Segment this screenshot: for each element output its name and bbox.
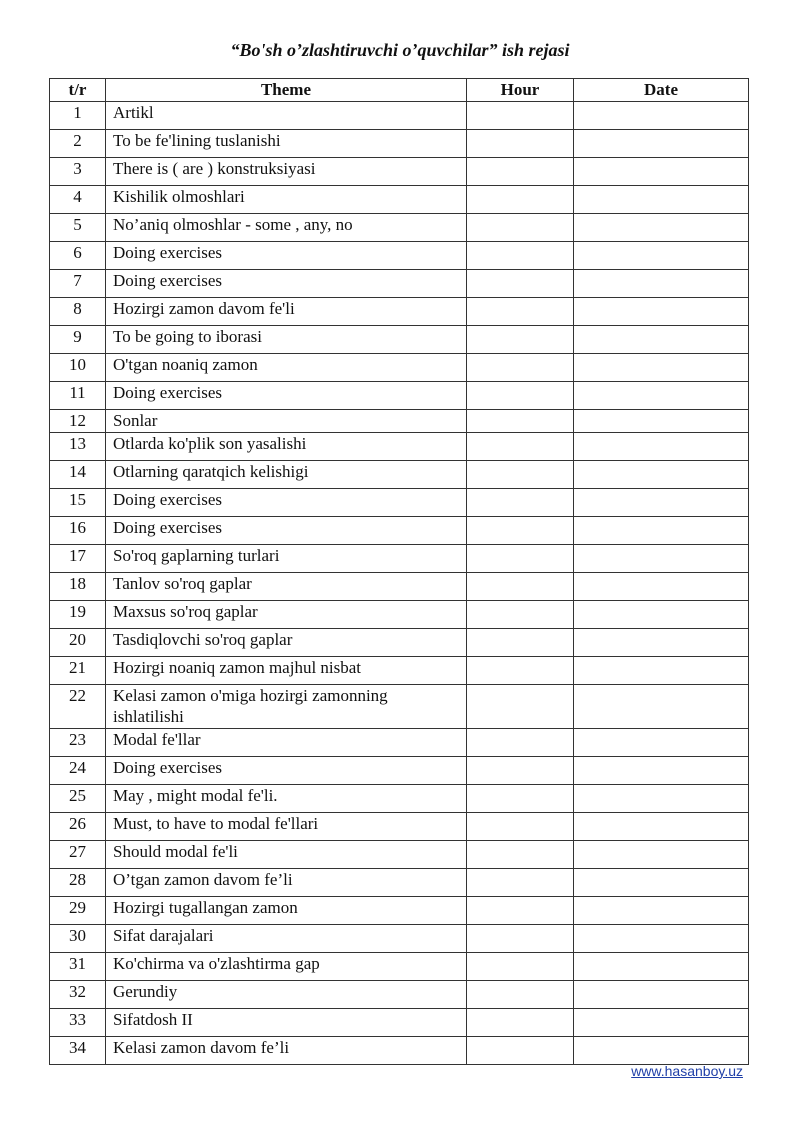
row-hour-cell	[467, 354, 574, 382]
row-hour-cell	[467, 242, 574, 270]
table-row	[50, 841, 749, 869]
table-row	[50, 813, 749, 841]
row-theme-cell: Tasdiqlovchi so'roq gaplar	[106, 629, 467, 657]
row-number-cell: 16	[50, 517, 106, 545]
row-number-cell: 8	[50, 298, 106, 326]
row-number-cell: 4	[50, 186, 106, 214]
row-hour-cell	[467, 489, 574, 517]
row-hour-cell	[467, 214, 574, 242]
table-row	[50, 657, 749, 685]
table-row	[50, 410, 749, 433]
row-date-cell	[574, 489, 749, 517]
row-date-cell	[574, 729, 749, 757]
row-number-cell: 14	[50, 461, 106, 489]
row-date-cell	[574, 517, 749, 545]
row-theme-cell: Gerundiy	[106, 981, 467, 1009]
row-number-cell: 6	[50, 242, 106, 270]
row-date-cell	[574, 270, 749, 298]
row-theme-cell: There is ( are ) konstruksiyasi	[106, 158, 467, 186]
row-date-cell	[574, 298, 749, 326]
row-number-cell: 13	[50, 433, 106, 461]
header-hour: Hour	[467, 79, 574, 102]
table-row	[50, 685, 749, 729]
table-row	[50, 925, 749, 953]
table-row	[50, 1009, 749, 1037]
row-date-cell	[574, 382, 749, 410]
row-date-cell	[574, 573, 749, 601]
row-date-cell	[574, 953, 749, 981]
row-date-cell	[574, 601, 749, 629]
row-date-cell	[574, 925, 749, 953]
table-row	[50, 545, 749, 573]
row-hour-cell	[467, 757, 574, 785]
row-number-cell: 32	[50, 981, 106, 1009]
row-number-cell: 24	[50, 757, 106, 785]
row-date-cell	[574, 685, 749, 729]
header-date: Date	[574, 79, 749, 102]
row-hour-cell	[467, 298, 574, 326]
table-row	[50, 298, 749, 326]
row-theme-cell: Doing exercises	[106, 517, 467, 545]
row-hour-cell	[467, 869, 574, 897]
row-number-cell: 29	[50, 897, 106, 925]
row-hour-cell	[467, 897, 574, 925]
row-date-cell	[574, 785, 749, 813]
table-row	[50, 102, 749, 130]
row-theme-cell: To be going to iborasi	[106, 326, 467, 354]
row-theme-cell: Hozirgi zamon davom fe'li	[106, 298, 467, 326]
row-date-cell	[574, 1009, 749, 1037]
row-theme-cell: Kelasi zamon davom fe’li	[106, 1037, 467, 1065]
row-date-cell	[574, 326, 749, 354]
row-date-cell	[574, 354, 749, 382]
row-hour-cell	[467, 813, 574, 841]
row-number-cell: 22	[50, 685, 106, 729]
table-row	[50, 981, 749, 1009]
table-row	[50, 785, 749, 813]
row-hour-cell	[467, 573, 574, 601]
row-theme-cell: Tanlov so'roq gaplar	[106, 573, 467, 601]
row-date-cell	[574, 897, 749, 925]
row-number-cell: 34	[50, 1037, 106, 1065]
table-row	[50, 461, 749, 489]
table-row	[50, 517, 749, 545]
table-row	[50, 757, 749, 785]
row-date-cell	[574, 813, 749, 841]
row-date-cell	[574, 461, 749, 489]
row-hour-cell	[467, 461, 574, 489]
row-number-cell: 5	[50, 214, 106, 242]
row-number-cell: 23	[50, 729, 106, 757]
table-header-row	[50, 79, 749, 102]
row-date-cell	[574, 242, 749, 270]
row-hour-cell	[467, 685, 574, 729]
table-row	[50, 953, 749, 981]
row-number-cell: 9	[50, 326, 106, 354]
row-number-cell: 12	[50, 410, 106, 433]
row-date-cell	[574, 841, 749, 869]
row-number-cell: 21	[50, 657, 106, 685]
row-hour-cell	[467, 186, 574, 214]
row-hour-cell	[467, 102, 574, 130]
table-row	[50, 869, 749, 897]
row-theme-cell: Sifat darajalari	[106, 925, 467, 953]
row-date-cell	[574, 757, 749, 785]
row-date-cell	[574, 410, 749, 433]
row-date-cell	[574, 981, 749, 1009]
row-hour-cell	[467, 657, 574, 685]
row-number-cell: 25	[50, 785, 106, 813]
table-row	[50, 186, 749, 214]
row-date-cell	[574, 130, 749, 158]
row-hour-cell	[467, 729, 574, 757]
row-theme-cell: Kishilik olmoshlari	[106, 186, 467, 214]
lesson-plan-table	[49, 78, 749, 1065]
row-hour-cell	[467, 158, 574, 186]
table-row	[50, 489, 749, 517]
row-theme-cell: O’tgan zamon davom fe’li	[106, 869, 467, 897]
row-theme-cell: To be fe'lining tuslanishi	[106, 130, 467, 158]
row-date-cell	[574, 629, 749, 657]
row-date-cell	[574, 545, 749, 573]
row-theme-cell: Sonlar	[106, 410, 467, 433]
row-theme-cell: Doing exercises	[106, 757, 467, 785]
row-hour-cell	[467, 517, 574, 545]
row-number-cell: 30	[50, 925, 106, 953]
row-hour-cell	[467, 270, 574, 298]
row-theme-cell: Ko'chirma va o'zlashtirma gap	[106, 953, 467, 981]
row-theme-cell: Doing exercises	[106, 242, 467, 270]
row-number-cell: 15	[50, 489, 106, 517]
table-row	[50, 130, 749, 158]
row-hour-cell	[467, 925, 574, 953]
table-row	[50, 729, 749, 757]
table-row	[50, 1037, 749, 1065]
row-hour-cell	[467, 433, 574, 461]
row-hour-cell	[467, 326, 574, 354]
table-row	[50, 629, 749, 657]
row-theme-cell: Modal fe'llar	[106, 729, 467, 757]
row-number-cell: 10	[50, 354, 106, 382]
row-number-cell: 26	[50, 813, 106, 841]
row-number-cell: 2	[50, 130, 106, 158]
row-theme-cell: Otlarda ko'plik son yasalishi	[106, 433, 467, 461]
row-theme-cell: Doing exercises	[106, 382, 467, 410]
row-hour-cell	[467, 953, 574, 981]
row-hour-cell	[467, 1037, 574, 1065]
header-number: t/r	[50, 79, 106, 102]
row-theme-cell: No’aniq olmoshlar - some , any, no	[106, 214, 467, 242]
row-hour-cell	[467, 981, 574, 1009]
row-number-cell: 31	[50, 953, 106, 981]
row-theme-cell: O'tgan noaniq zamon	[106, 354, 467, 382]
row-theme-cell: Hozirgi tugallangan zamon	[106, 897, 467, 925]
table-row	[50, 573, 749, 601]
table-row	[50, 214, 749, 242]
table-row	[50, 601, 749, 629]
row-number-cell: 11	[50, 382, 106, 410]
row-number-cell: 27	[50, 841, 106, 869]
row-hour-cell	[467, 382, 574, 410]
row-number-cell: 1	[50, 102, 106, 130]
row-theme-cell: Maxsus so'roq gaplar	[106, 601, 467, 629]
table-row	[50, 270, 749, 298]
row-hour-cell	[467, 1009, 574, 1037]
row-hour-cell	[467, 841, 574, 869]
row-theme-cell: Doing exercises	[106, 489, 467, 517]
row-date-cell	[574, 214, 749, 242]
row-date-cell	[574, 158, 749, 186]
table-row	[50, 382, 749, 410]
row-theme-cell: Must, to have to modal fe'llari	[106, 813, 467, 841]
row-theme-cell: Kelasi zamon o'miga hozirgi zamonning ishlatilishi	[106, 685, 467, 729]
row-date-cell	[574, 186, 749, 214]
row-number-cell: 7	[50, 270, 106, 298]
row-number-cell: 33	[50, 1009, 106, 1037]
table-row	[50, 433, 749, 461]
row-theme-cell: So'roq gaplarning turlari	[106, 545, 467, 573]
row-theme-cell: Hozirgi noaniq zamon majhul nisbat	[106, 657, 467, 685]
row-hour-cell	[467, 545, 574, 573]
row-date-cell	[574, 869, 749, 897]
document-title: “Bo'sh o’zlashtiruvchi o’quvchilar” ish rejasi	[230, 40, 570, 60]
row-number-cell: 20	[50, 629, 106, 657]
table-row	[50, 354, 749, 382]
table-body	[50, 102, 749, 1065]
row-number-cell: 18	[50, 573, 106, 601]
website-link[interactable]: www.hasanboy.uz	[631, 1063, 743, 1079]
row-hour-cell	[467, 130, 574, 158]
table-row	[50, 242, 749, 270]
row-hour-cell	[467, 785, 574, 813]
row-date-cell	[574, 657, 749, 685]
row-hour-cell	[467, 629, 574, 657]
row-number-cell: 19	[50, 601, 106, 629]
row-date-cell	[574, 1037, 749, 1065]
row-theme-cell: Artikl	[106, 102, 467, 130]
row-hour-cell	[467, 410, 574, 433]
row-theme-cell: Sifatdosh II	[106, 1009, 467, 1037]
header-theme: Theme	[106, 79, 467, 102]
row-number-cell: 28	[50, 869, 106, 897]
row-date-cell	[574, 102, 749, 130]
table-row	[50, 326, 749, 354]
row-number-cell: 3	[50, 158, 106, 186]
row-theme-cell: Otlarning qaratqich kelishigi	[106, 461, 467, 489]
row-theme-cell: May , might modal fe'li.	[106, 785, 467, 813]
row-date-cell	[574, 433, 749, 461]
row-theme-cell: Doing exercises	[106, 270, 467, 298]
table-row	[50, 897, 749, 925]
table-row	[50, 158, 749, 186]
row-hour-cell	[467, 601, 574, 629]
row-number-cell: 17	[50, 545, 106, 573]
row-theme-cell: Should modal fe'li	[106, 841, 467, 869]
